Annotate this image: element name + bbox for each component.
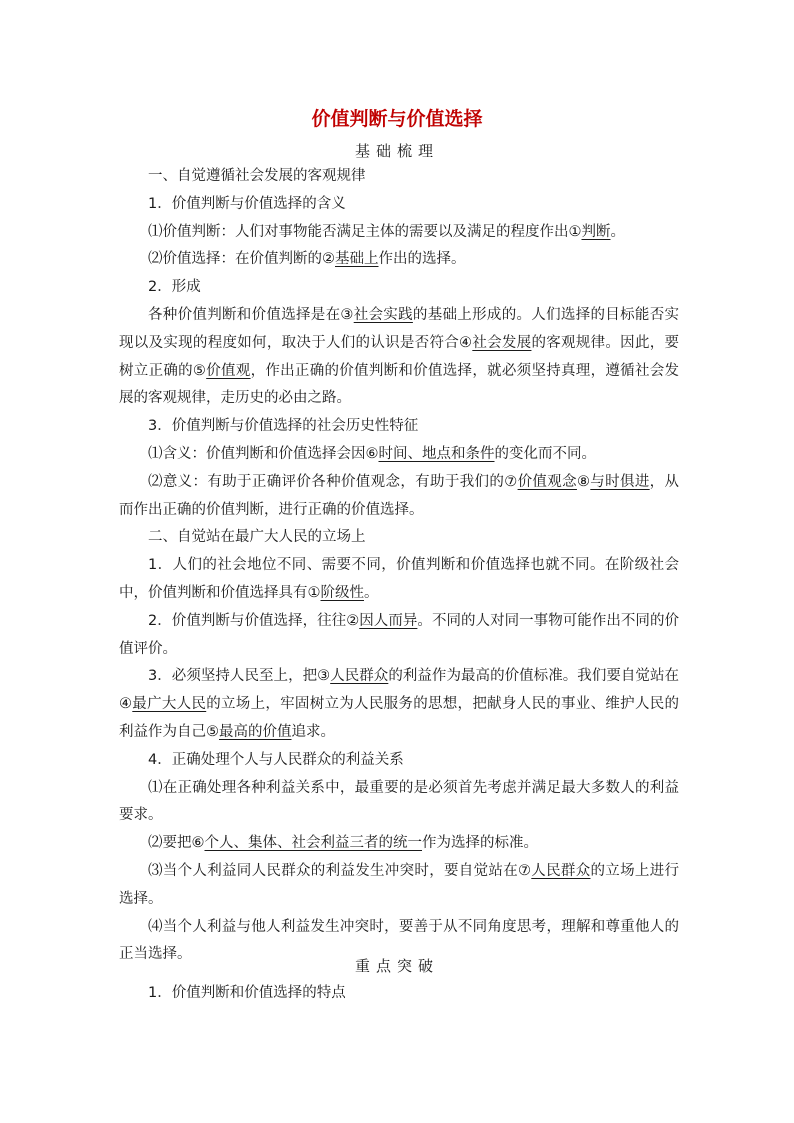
paragraph: ⑷当个人利益与他人利益发生冲突时，要善于从不同角度思考，理解和尊重他人的正当选择。 <box>119 918 679 963</box>
item-heading: 2．形成 <box>148 279 201 296</box>
document-body <box>119 163 679 969</box>
paragraph: 2．价值判断与价值选择，往往②因人而异。不同的人对同一事物可能作出不同的价值评价。 <box>119 612 680 657</box>
answer-blank: 社会发展 <box>472 334 532 351</box>
item-heading: 4．正确处理个人与人民群众的利益关系 <box>148 751 404 768</box>
paragraph: ⑵要把⑥个人、集体、社会利益三者的统一作为选择的标准。 <box>148 835 538 852</box>
document-title: 价值判断与价值选择 <box>311 108 483 130</box>
answer-blank: 因人而异 <box>359 612 418 629</box>
paragraph: 1．人们的社会地位不同、需要不同，价值判断和价值选择也就不同。在阶级社会中，价值判断和价值选择具有①阶级性。 <box>119 557 679 601</box>
key-points-body <box>119 980 679 1008</box>
paragraph: ⑴含义：价值判断和价值选择会因⑥时间、地点和条件的变化而不同。 <box>148 445 596 462</box>
answer-blank: 价值观念 <box>517 473 577 490</box>
section-heading-basic: 基础梳理 <box>354 142 439 160</box>
paragraph: 各种价值判断和价值选择是在③社会实践的基础上形成的。人们选择的目标能否实现以及实现的程度如何，取决于人们的认识是否符合④社会发展的客观规律。因此，要树立正确的⑤价值观，作出正确的价值判断和价值选择，就必须坚持真理，遵循社会发展的客观规律，走历史的必由之路。 <box>119 306 680 407</box>
heading-part-two: 二、自觉站在最广大人民的立场上 <box>148 529 366 546</box>
paragraph: ⑴价值判断：人们对事物能否满足主体的需要以及满足的程度作出①判断。 <box>148 223 625 240</box>
paragraph: 3．必须坚持人民至上，把③人民群众的利益作为最高的价值标准。我们要自觉站在④最广大人民的立场上，牢固树立为人民服务的思想，把献身人民的事业、维护人民的利益作为自己⑤最高的价值追求。 <box>119 668 680 740</box>
item-heading: 1．价值判断与价值选择的含义 <box>148 195 346 212</box>
answer-blank: 人民群众 <box>330 668 389 685</box>
section-heading-key: 重点突破 <box>354 957 439 975</box>
answer-blank: 人民群众 <box>531 862 591 879</box>
paragraph: ⑶当个人利益同人民群众的利益发生冲突时，要自觉站在⑦人民群众的立场上进行选择。 <box>119 862 679 907</box>
answer-blank: 个人、集体、社会利益三者的统一 <box>204 835 422 852</box>
item-heading: 3．价值判断与价值选择的社会历史性特征 <box>148 418 419 435</box>
paragraph: ⑵意义：有助于正确评价各种价值观念，有助于我们的⑦价值观念⑧与时俱进，从而作出正确的价值判断，进行正确的价值选择。 <box>119 473 680 518</box>
answer-blank: 最高的价值 <box>219 723 292 740</box>
answer-blank: 基础上 <box>335 251 379 268</box>
answer-blank: 社会实践 <box>353 306 413 323</box>
answer-blank: 与时俱进 <box>590 473 650 490</box>
paragraph: ⑴在正确处理各种利益关系中，最重要的是必须首先考虑并满足最大多数人的利益要求。 <box>119 779 679 824</box>
paragraph: ⑵价值选择：在价值判断的②基础上作出的选择。 <box>148 251 466 268</box>
answer-blank: 价值观 <box>206 362 251 379</box>
item-heading: 1．价值判断和价值选择的特点 <box>148 985 346 1001</box>
answer-blank: 最广大人民 <box>132 696 207 713</box>
answer-blank: 阶级性 <box>320 584 364 601</box>
heading-part-one: 一、自觉遵循社会发展的客观规律 <box>148 168 366 184</box>
answer-blank: 时间、地点和条件 <box>378 445 495 462</box>
answer-blank: 判断 <box>581 223 611 240</box>
